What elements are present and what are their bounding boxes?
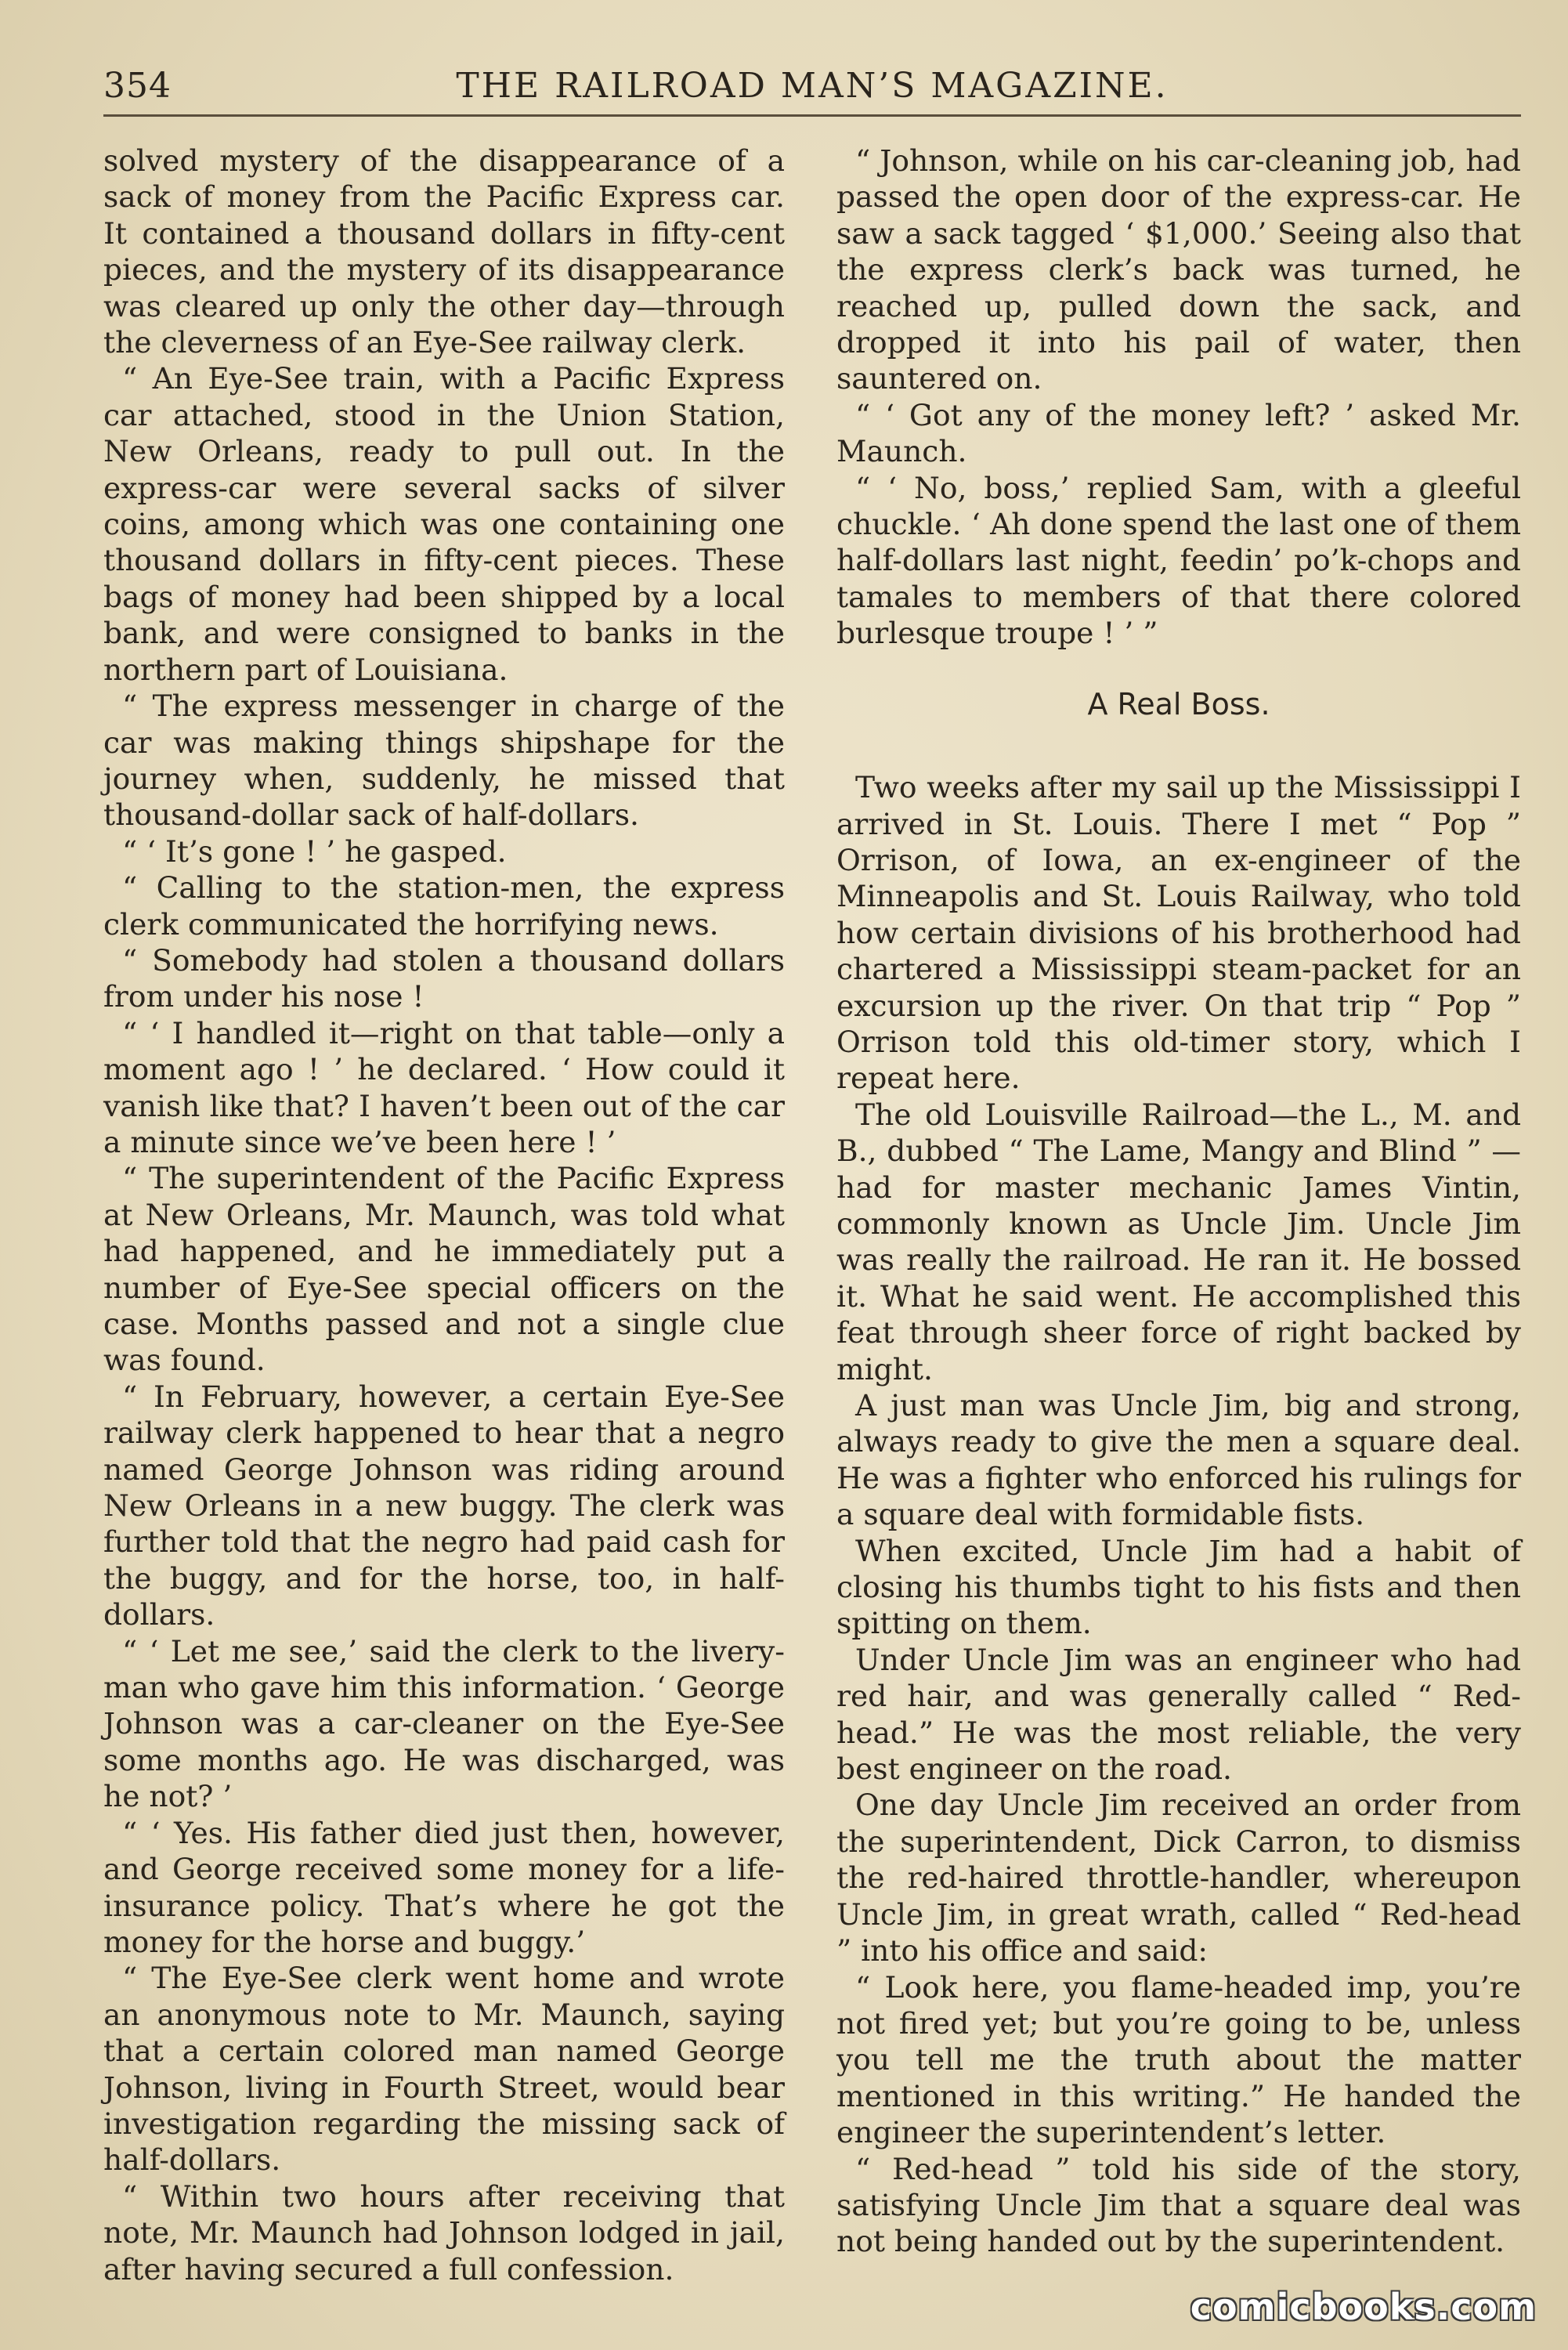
paragraph: “ ‘ It’s gone ! ’ he gasped. (122, 833, 507, 869)
paragraph: “ Johnson, while on his car-cleaning job, had passed the open door of the express-car. He saw a sack tagged ‘ $1,000.’ Seeing also that the express clerk’s back was turned, he reached up, pulled down the sack, and dropped it into his pail of water, then sauntered on. (836, 143, 1521, 396)
paragraph: “ ‘ Got any of the money left? ’ asked Mr. Maunch. (836, 397, 1521, 469)
page-number: 354 (103, 66, 172, 106)
paragraph: “ The superintendent of the Pacific Express at New Orleans, Mr. Maunch, was told what had happened, and he immediately put a number of Eye-See special officers on the case. Months passed and not a single clue was found. (103, 1161, 785, 1378)
paragraph: “ Calling to the station-men, the express clerk communicated the horrifying news. (103, 870, 785, 942)
paragraph: “ Somebody had stolen a thousand dollars from under his nose ! (103, 942, 785, 1014)
paragraph: “ Red-head ” told his side of the story, satisfying Uncle Jim that a square deal was not being handed out by the superintendent. (836, 2151, 1521, 2259)
paragraph: When excited, Uncle Jim had a habit of closing his thumbs tight to his fists and then spitting on them. (836, 1533, 1521, 1641)
left-column (103, 143, 785, 2287)
paragraph: “ ‘ Let me see,’ said the clerk to the livery-man who gave him this information. ‘ George Johnson was a car-cleaner on the Eye-See some months ago. He was discharged, was he not? ’ (103, 1633, 785, 1814)
page-header (103, 60, 1521, 117)
paragraph: One day Uncle Jim received an order from the superintendent, Dick Carron, to dismiss the red-haired throttle-handler, whereupon Uncle Jim, in great wrath, called “ Red-head ” into his office and said: (836, 1788, 1521, 1969)
paragraph: “ ‘ Yes. His father died just then, however, and George received some money for a life-insurance policy. That’s where he got the money for the horse and buggy.’ (103, 1815, 785, 1959)
paragraph: “ Within two hours after receiving that note, Mr. Maunch had Johnson lodged in jail, after having secured a full confession. (103, 2178, 785, 2287)
paragraph: solved mystery of the disappearance of a sack of money from the Pacific Express car. It contained a thousand dollars in fifty-cent pieces, and the mystery of its disappearance was cleared up only the other day—through the cleverness of an Eye-See railway clerk. (103, 143, 785, 360)
paragraph: “ ‘ No, boss,’ replied Sam, with a gleeful chuckle. ‘ Ah done spend the last one of them half-dollars last night, feedin’ po’k-chops and tamales to members of that there colored burlesque troupe ! ’ ” (836, 470, 1521, 651)
paragraph: “ The Eye-See clerk went home and wrote an anonymous note to Mr. Maunch, saying that a certain colored man named George Johnson, living in Fourth Street, would bear investigation regarding the missing sack of half-dollars. (103, 1961, 785, 2178)
paragraph: “ The express messenger in charge of the car was making things shipshape for the journey when, suddenly, he missed that thousand-dollar sack of half-dollars. (103, 689, 785, 833)
paragraph: A just man was Uncle Jim, big and strong, always ready to give the men a square deal. He was a fighter who enforced his rulings for a square deal with formidable fists. (836, 1388, 1521, 1532)
paragraph: “ In February, however, a certain Eye-See railway clerk happened to hear that a negro named George Johnson was riding around New Orleans in a new buggy. The clerk was further told that the negro had paid cash for the buggy, and for the horse, too, in half-dollars. (103, 1379, 785, 1632)
right-column (836, 143, 1521, 2260)
section-heading: A Real Boss. (1087, 686, 1270, 721)
paragraph: Two weeks after my sail up the Mississippi I arrived in St. Louis. There I met “ Pop ” Orrison, of Iowa, an ex-engineer of the Minneapolis and St. Louis Railway, who told how certain divisions of his brotherhood had chartered a Mississippi steam-packet for an excursion up the river. On that trip “ Pop ” Orrison told this old-timer story, which I repeat here. (836, 770, 1521, 1096)
running-title: THE RAILROAD MAN’S MAGAZINE. (456, 66, 1169, 106)
paragraph: “ An Eye-See train, with a Pacific Express car attached, stood in the Union Station, New Orleans, ready to pull out. In the express-car were several sacks of silver coins, among which was one containing one thousand dollars in fifty-cent pieces. These bags of money had been shipped by a local bank, and were consigned to banks in the northern part of Louisiana. (103, 361, 785, 687)
paragraph: “ Look here, you flame-headed imp, you’re not fired yet; but you’re going to be, unless you tell me the truth about the matter mentioned in this writing.” He handed the engineer the superintendent’s letter. (836, 1969, 1521, 2150)
paragraph: The old Louisville Railroad—the L., M. and B., dubbed “ The Lame, Mangy and Blind ” — had for master mechanic James Vintin, commonly known as Uncle Jim. Uncle Jim was really the railroad. He ran it. He bossed it. What he said went. He accomplished this feat through sheer force of right backed by might. (836, 1097, 1521, 1386)
paragraph: Under Uncle Jim was an engineer who had red hair, and was generally called “ Red-head.” He was the most reliable, the very best engineer on the road. (836, 1642, 1521, 1787)
watermark: comicbooks.com (1190, 2286, 1537, 2328)
paragraph: “ ‘ I handled it—right on that table—only a moment ago ! ’ he declared. ‘ How could it vanish like that? I haven’t been out of the car a minute since we’ve been here ! ’ (103, 1015, 785, 1159)
